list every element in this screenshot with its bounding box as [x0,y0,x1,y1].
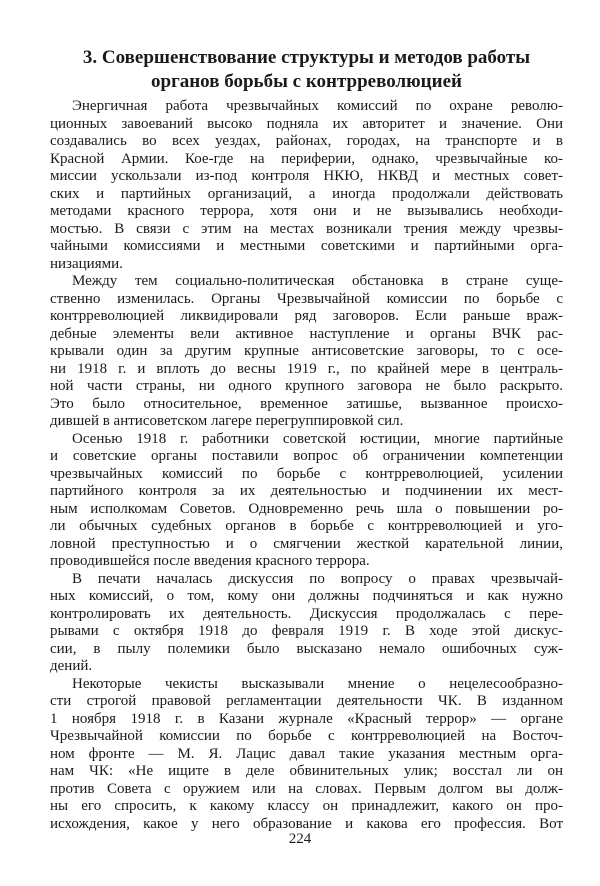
text-line: контролировать их деятельность. Дискуссия продолжалась с пере- [50,605,563,622]
page-number: 224 [288,831,312,847]
section-heading [50,46,563,94]
text-line: нам ЧК: «Не ищите в деле обвинительных улик; восстал ли он [50,763,563,779]
text-line: Красной Армии. Кое-где на периферии, однако, чрезвычайные ко- [50,150,563,167]
section-heading-line: 3. Совершенствование структуры и методов работы [82,47,531,68]
paragraph [50,571,563,676]
text-line: Между тем социально-политическая обстановка в стране суще- [72,273,563,289]
text-line: и советские органы поставили вопрос об ограничении компетенции [50,448,563,464]
paragraph [50,431,563,571]
text-line: методами красного террора, хотя они и не вызывались необходи- [50,203,563,219]
paragraph [50,273,563,431]
text-line: ционных завоеваний высоко подняла их авторитет и значение. Они [50,115,563,132]
text-line: дений. [50,658,93,674]
text-line: контрреволюцией ликвидировали ряд заговоров. Если раньше враж- [50,308,563,324]
text-line: ным исполкомам Советов. Одновременно речь шла о повышении ро- [50,500,563,517]
text-line: В печати началась дискуссия по вопросу о правах чрезвычай- [72,570,563,587]
text-line: чрезвычайных комиссий по борьбе с контрреволюцией, усилении [50,465,563,482]
text-line: Осенью 1918 г. работники советской юстиции, многие партийные [72,430,563,447]
text-line: ственно изменилась. Органы Чрезвычайной комиссии по борьбе с [50,290,563,307]
section-heading-line: органов борьбы с контрреволюцией [151,71,462,92]
text-line: ли обычных судебных органов в борьбе с контрреволюцией и уго- [50,518,563,534]
text-line: ном фронте — М. Я. Лацис давал такие указания местным орга- [50,745,563,762]
text-line: ских и партийных организаций, а иногда продолжали действовать [50,185,563,202]
text-line: Некоторые чекисты высказывали мнение о нецелесообразно- [72,675,563,692]
text-line: создавались во всех уездах, районах, городах, на транспорте и в [50,133,563,149]
body-text [50,98,563,833]
text-line: рывами с октября 1918 до февраля 1919 г. В ходе этой дискус- [50,623,563,639]
text-line: чайными комиссиями и местными советскими и партийными орга- [50,238,563,254]
text-line: низациями. [50,255,123,272]
text-line: проводившейся после введения красного террора. [50,553,370,569]
text-line: ных комиссий, о том, кому они должны подчиняться и как нужно [50,588,563,604]
text-line: крывали один за другим крупные антисоветские заговоры, то с осе- [50,343,563,359]
text-line: против Совета с оружием или на словах. Первым долгом вы долж- [50,780,563,797]
text-line: ны его спросить, к какому классу он принадлежит, какого он про- [50,798,563,814]
text-line: 1 ноября 1918 г. в Казани журнале «Красный террор» — органе [50,710,563,727]
text-line: партийного контроля за их деятельностью и подчинении их мест- [50,483,563,499]
text-line: дебные элементы вели активное наступление и органы ВЧК рас- [50,325,563,342]
text-line: мостью. В связи с этим на местах возникали трения между чрезвы- [50,220,563,237]
text-line: ни 1918 г. и вплоть до весны 1919 г., по крайней мере в централь- [50,360,563,377]
text-line: Это было относительное, временное затишье, вызванное происхо- [50,395,563,412]
text-line: сти строгой правовой регламентации деятельности ЧК. В изданном [50,693,563,709]
text-line: исхождения, какое у него образование и какова его профессия. Вот [50,815,563,832]
paragraph [50,676,563,834]
text-line: Энергичная работа чрезвычайных комиссий по охране револю- [72,98,563,114]
text-line: миссии ускользали из-под контроля НКЮ, НКВД и местных совет- [50,168,563,184]
text-line: Чрезвычайной комиссии по борьбе с контрреволюцией на Восточ- [50,728,563,744]
text-line: ной части страны, ни одного крупного заговора не было раскрыто. [50,378,563,394]
text-line: дившей в антисоветском лагере перегруппировкой сил. [50,413,404,429]
paragraph [50,98,563,273]
text-line: ловной преступностью и о смягчении жесткой карательной линии, [50,535,563,552]
text-line: сии, в пылу полемики было высказано немало ошибочных суж- [50,640,563,657]
